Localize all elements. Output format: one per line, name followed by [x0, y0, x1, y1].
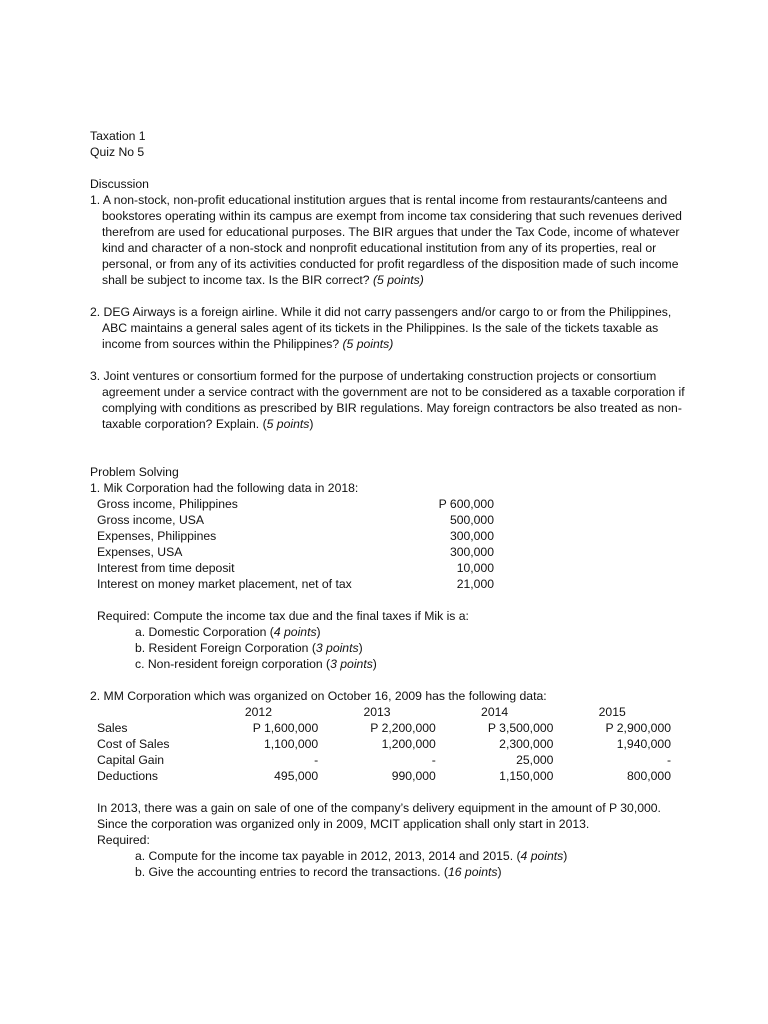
- row-label: Expenses, USA: [97, 545, 183, 559]
- item-points: 16 points: [447, 865, 498, 879]
- item-text: b. Give the accounting entries to record the transactions. (: [135, 865, 448, 879]
- table-cell: 1,100,000: [263, 737, 319, 751]
- problem-1-item-c: [135, 656, 690, 672]
- item-text: a. Compute for the income tax payable in 2012, 2013, 2014 and 2015. (: [135, 849, 521, 863]
- problem-2-item-a: [135, 848, 690, 864]
- discussion-heading: Discussion: [90, 177, 149, 191]
- table-cell: 1,940,000: [616, 737, 671, 751]
- row-label: Capital Gain: [97, 753, 165, 767]
- problem-1-required: Required: Compute the income tax due and the final taxes if Mik is a:: [97, 609, 469, 623]
- row-label: Interest on money market placement, net of tax: [97, 577, 352, 591]
- q1-text: 1. A non-stock, non-profit educational institution argues that is rental income from restaurants/canteens and bookstores operating within its campus are exempt from income tax considering that such revenues derived therefrom are used for educational purposes. The BIR argues that under the Tax Code, income of whatever kind and character of a non-stock and nonprofit educational institution from any of its properties, real or personal, or from any of its activities conducted for profit regardless of the disposition made of such income shall be subject to income tax. Is the BIR correct?: [90, 193, 682, 287]
- problem-2-note-1: In 2013, there was a gain on sale of one of the company’s delivery equipment in the amount of P 30,000.: [97, 801, 661, 815]
- table-cell: 1,200,000: [381, 737, 436, 751]
- item-points: 3 points: [330, 657, 373, 671]
- item-text: b. Resident Foreign Corporation (: [135, 641, 316, 655]
- table-cell: 25,000: [516, 753, 554, 767]
- q3-points: 5 points: [266, 417, 310, 431]
- table-cell: P 2,900,000: [605, 721, 671, 735]
- table-row: [97, 720, 671, 736]
- discussion-question-2: [90, 304, 690, 352]
- table-cell: -: [666, 753, 671, 767]
- table-row: [97, 768, 671, 784]
- table-cell: 495,000: [274, 769, 319, 783]
- mik-data-table: [97, 496, 494, 592]
- row-label: Deductions: [97, 769, 158, 783]
- problem-1-item-b: [135, 640, 690, 656]
- table-row: [97, 544, 494, 560]
- table-cell: 800,000: [626, 769, 671, 783]
- row-amount: 10,000: [456, 561, 494, 575]
- row-label: Gross income, Philippines: [97, 497, 238, 511]
- year-header: 2014: [481, 705, 509, 719]
- discussion-section: [90, 176, 690, 432]
- quiz-title: Quiz No 5: [90, 145, 145, 159]
- item-close: ): [497, 865, 502, 879]
- course-title: Taxation 1: [90, 129, 146, 143]
- discussion-question-1: [90, 192, 690, 288]
- item-points: 4 points: [273, 625, 317, 639]
- problem-2-required: Required:: [97, 833, 150, 847]
- row-amount: P 600,000: [438, 497, 494, 511]
- row-label: Gross income, USA: [97, 513, 205, 527]
- table-cell: -: [431, 753, 436, 767]
- table-row: [97, 560, 494, 576]
- row-label: Expenses, Philippines: [97, 529, 217, 543]
- item-points: 3 points: [315, 641, 359, 655]
- table-cell: P 3,500,000: [487, 721, 554, 735]
- q3-text: 3. Joint ventures or consortium formed for the purpose of undertaking construction projects or consortium agreement under a service contract with the government are not to be considered as a taxable corporation if complying with conditions as prescribed by BIR regulations. May foreign contractors be also treated as non-taxable corporation? Explain. (: [90, 369, 685, 431]
- year-header: 2015: [598, 705, 626, 719]
- table-cell: 990,000: [391, 769, 436, 783]
- year-header: 2012: [244, 705, 272, 719]
- quiz-page: [90, 128, 690, 880]
- row-label: Sales: [97, 721, 128, 735]
- table-header-row: [97, 704, 671, 720]
- problem-2-item-b: [135, 864, 690, 880]
- row-amount: 300,000: [449, 529, 494, 543]
- problem-solving-heading: Problem Solving: [90, 465, 179, 479]
- item-close: ): [563, 849, 568, 863]
- problem-2-intro: 2. MM Corporation which was organized on October 16, 2009 has the following data:: [90, 689, 547, 703]
- table-row: [97, 528, 494, 544]
- discussion-question-3: [90, 368, 690, 432]
- table-cell: P 1,600,000: [252, 721, 319, 735]
- item-close: ): [372, 657, 377, 671]
- item-points: 4 points: [520, 849, 564, 863]
- header: [90, 128, 690, 160]
- table-cell: P 2,200,000: [370, 721, 436, 735]
- row-label: Interest from time deposit: [97, 561, 235, 575]
- item-text: c. Non-resident foreign corporation (: [135, 657, 331, 671]
- table-row: [97, 736, 671, 752]
- table-row: [97, 496, 494, 512]
- q2-points: (5 points): [342, 337, 394, 351]
- item-close: ): [316, 625, 321, 639]
- problem-1-intro: 1. Mik Corporation had the following data in 2018:: [90, 481, 359, 495]
- item-close: ): [358, 641, 363, 655]
- row-amount: 21,000: [456, 577, 494, 591]
- table-cell: 1,150,000: [499, 769, 554, 783]
- table-row: [97, 752, 671, 768]
- q1-points: (5 points): [372, 273, 424, 287]
- table-row: [97, 512, 494, 528]
- year-header: 2013: [363, 705, 391, 719]
- row-amount: 500,000: [449, 513, 494, 527]
- q3-close: ): [309, 417, 314, 431]
- q2-text: 2. DEG Airways is a foreign airline. While it did not carry passengers and/or cargo to or from the Philippines, ABC maintains a general sales agent of its tickets in the Philippines. Is the sale of the tickets taxable as income from sources within the Philippines?: [90, 305, 672, 351]
- problem-2-note-2: Since the corporation was organized only in 2009, MCIT application shall only start in 2013.: [97, 817, 590, 831]
- problem-1-item-a: [135, 624, 690, 640]
- row-label: Cost of Sales: [97, 737, 170, 751]
- table-row: [97, 576, 494, 592]
- table-cell: -: [314, 753, 319, 767]
- item-text: a. Domestic Corporation (: [135, 625, 274, 639]
- row-amount: 300,000: [449, 545, 494, 559]
- problem-solving-section: [90, 464, 690, 880]
- table-cell: 2,300,000: [499, 737, 554, 751]
- mm-data-table: [97, 704, 671, 784]
